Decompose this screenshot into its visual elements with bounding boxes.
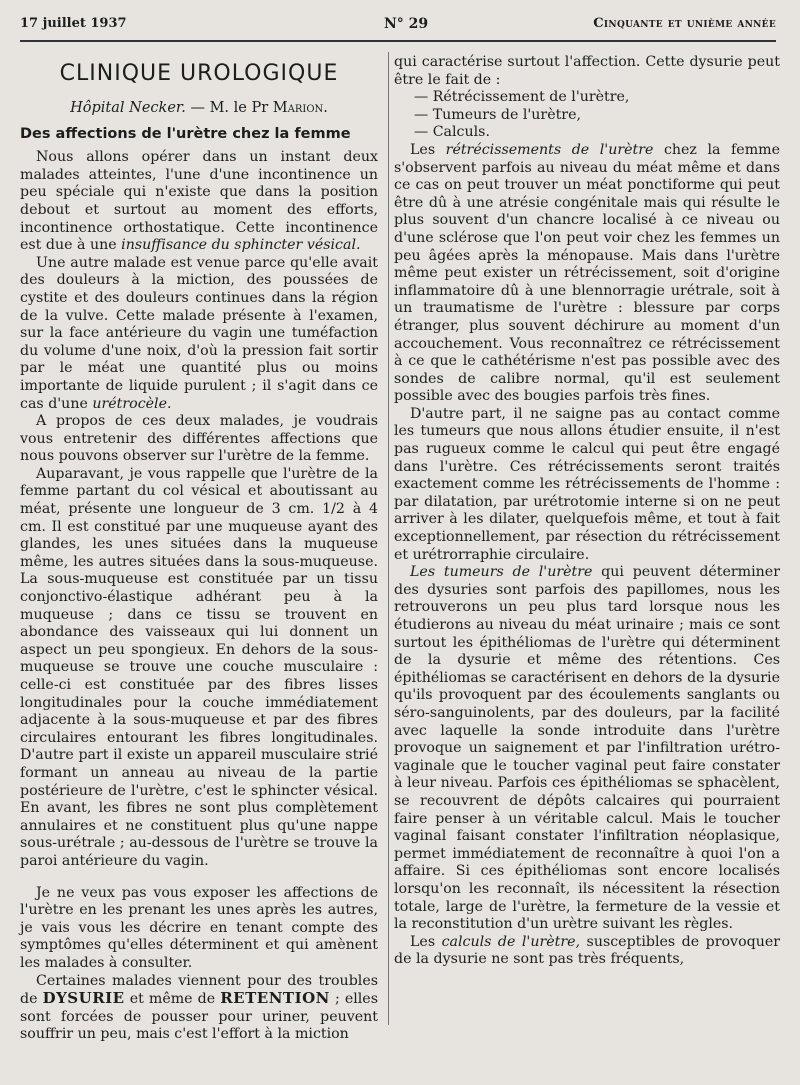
paragraph [394, 142, 780, 406]
paragraph [394, 564, 780, 933]
left-column [20, 54, 378, 1044]
text-run: Les [410, 933, 442, 950]
text-run: Certaines malades viennent pour des troubles de [20, 972, 378, 1008]
header-rule [20, 40, 776, 42]
list-item: — Calculs. [414, 124, 490, 141]
emphasis: Les tumeurs de l'urètre [410, 564, 593, 581]
publication-year: Cinquante et unième année [593, 16, 776, 31]
text-run: et même de [124, 991, 221, 1008]
hospital-name: Hôpital Necker. [70, 100, 186, 116]
text-run: ; elles sont forcées de pousser pour uriner, peuvent souffrir un peu, mais c'est l'effort à la miction [20, 991, 378, 1043]
emphasis: rétrécissements de l'urètre [445, 141, 654, 158]
text-run: chez la femme s'observent parfois au niveau du méat même et dans ce cas on peut trouver un méat ponctiforme qui peut être dû à une atrésie congénitale mais qui résulte le plus souvent d'un chancre localisé à ce niveau ou d'une sclérose que l'on peut voir chez les femmes un peu âgées après la ménopause. Mais dans l'urètre même peut exister un rétrécissement, soit d'origine inflammatoire dû à une blennorragie urétrale, soit à un traumatisme de l'urètre : blessure par corps étranger, plus souvent déchirure au moment d'un accouchement. Vous reconnaîtrez ce rétrécissement à ce que le cathétérisme n'est pas possible avec des sondes de calibre normal, qu'il est seulement possible avec des bougies parfois très fines. [394, 141, 780, 405]
hospital-sep: — [185, 100, 210, 116]
text-run: susceptibles de provoquer de la dysurie ne sont pas très fréquents, [394, 933, 781, 968]
right-column [394, 54, 780, 969]
paragraph: qui caractérise surtout l'affection. Cette dysurie peut être le fait de : [394, 54, 780, 88]
spacer [20, 871, 378, 885]
keyword-retention: RETENTION [220, 989, 330, 1008]
page-header [20, 16, 776, 36]
emphasis: insuffisance du sphincter vésical. [121, 237, 361, 254]
paragraph [20, 973, 378, 1044]
issue-date: 17 juillet 1937 [20, 16, 127, 31]
list-item: — Rétrécissement de l'urètre, [414, 89, 630, 106]
hospital-line [20, 100, 378, 118]
column-divider [388, 52, 389, 1025]
paragraph: A propos de ces deux malades, je voudrais vous entretenir des différentes affections que nous pouvons observer sur l'urètre de la femme. [20, 413, 378, 465]
keyword-dysurie: DYSURIE [42, 989, 125, 1008]
paragraph [20, 255, 378, 413]
paragraph: Je ne veux pas vous exposer les affections de l'urètre en les prenant les unes après les autres, je vais vous les décrire en tenant compte des symptômes qu'elles déterminent et qui amènent les malades à consulter. [20, 884, 378, 971]
emphasis: urétrocèle. [92, 395, 172, 412]
article-title: Des affections de l'urètre chez la femme [20, 125, 351, 142]
paragraph: D'autre part, il ne saigne pas au contact comme les tumeurs que nous allons étudier ensuite, il n'est pas rugueux comme le calcul qui peut être engagé dans l'urètre. Ces rétrécissements seront traités exactement comme les rétrécissements de l'homme : par dilatation, par urétrotomie interne si on ne peut arriver à les dilater, quelquefois même, et tout à fait exceptionnellement, par résection du rétrécissement et urétrorraphie circulaire. [394, 405, 780, 563]
doctor-prefix: M. le Pr [209, 100, 273, 116]
issue-number: N° 29 [384, 16, 429, 32]
text-run: Les [410, 141, 446, 158]
paragraph [394, 934, 780, 969]
text-run: Nous allons opérer dans un instant deux malades atteintes, l'une d'une incontinence un peu spéciale qui n'existe que dans la position debout et surtout au moment des efforts, incontinence orthostatique. Cette incontinence est due à une [20, 149, 378, 254]
text-run: Une autre malade est venue parce qu'elle avait des douleurs à la miction, des poussées de cystite et des douleurs continues dans la région de la vulve. Cette malade présente à l'examen, sur la face antérieure du vagin une tuméfaction du volume d'une noix, d'où la pression fait sortir par le méat une quantité plus ou moins importante de liquide purulent ; il s'agit dans ce cas d'une [20, 254, 378, 412]
emphasis: calculs de l'urètre, [441, 933, 581, 950]
list-item: — Tumeurs de l'urètre, [414, 106, 581, 123]
paragraph [20, 149, 378, 255]
text-run: qui peuvent déterminer des dysuries sont parfois des papillomes, nous les retrouverons un peu plus tard lorsque nous les étudierons au niveau du méat urinaire ; mais ce sont surtout les épithéliomas de l'urètre qui déterminent de la dysurie et même des rétentions. Ces épithéliomas se caractérisent en dehors de la dysurie qu'ils provoquent par des écoulements sanglants ou séro-sanguinolents, par des douleurs, par la facilité avec laquelle la sonde introduite dans l'urètre provoque un saignement et par l'infiltration urétro-vaginale que le toucher vaginal peut faire constater à leur niveau. Parfois ces épithéliomas se sphacèlent, se recouvrent de dépôts calcaires qui pourraient faire penser à un véritable calcul. Mais le toucher vaginal faisant constater l'infiltration néoplasique, permet immédiatement de reconnaître à quoi l'on a affaire. Si ces épithéliomas sont encore localisés lorsqu'on les reconnaît, ils nécessitent la résection totale, large de l'urètre, la fermeture de la vessie et la reconstitution d'un urètre suivant les règles. [394, 564, 780, 933]
doctor-name: Marion [272, 100, 324, 116]
section-title: CLINIQUE UROLOGIQUE [59, 61, 339, 86]
hospital-end: . [323, 100, 328, 116]
paragraph: Auparavant, je vous rappelle que l'urètre de la femme partant du col vésical et aboutissant au méat, présente une longueur de 3 cm. 1/2 à 4 cm. Il est constitué par une muqueuse ayant des glandes, les unes situées dans la muqueuse même, les autres situées dans la sous-muqueuse. La sous-muqueuse est constituée par un tissu conjonctivo-élastique adhérant peu à la muqueuse ; dans ce tissu se trouvent en abondance des vaisseaux qui lui donnent un aspect un peu spongieux. En dehors de la sous-muqueuse se trouve une couche musculaire : celle-ci est constituée par des fibres lisses longitudinales pour la couche immédiatement adjacente à la sous-muqueuse et par des fibres circulaires entourant les fibres longitudinales. D'autre part il existe un appareil musculaire strié formant un anneau au niveau de la partie postérieure de l'urètre, c'est le sphincter vésical. En avant, les fibres ne sont plus complètement annulaires et ne constituent plus qu'une nappe sous-urétrale ; au-dessous de l'urètre se trouve la paroi antérieure du vagin. [20, 465, 378, 869]
